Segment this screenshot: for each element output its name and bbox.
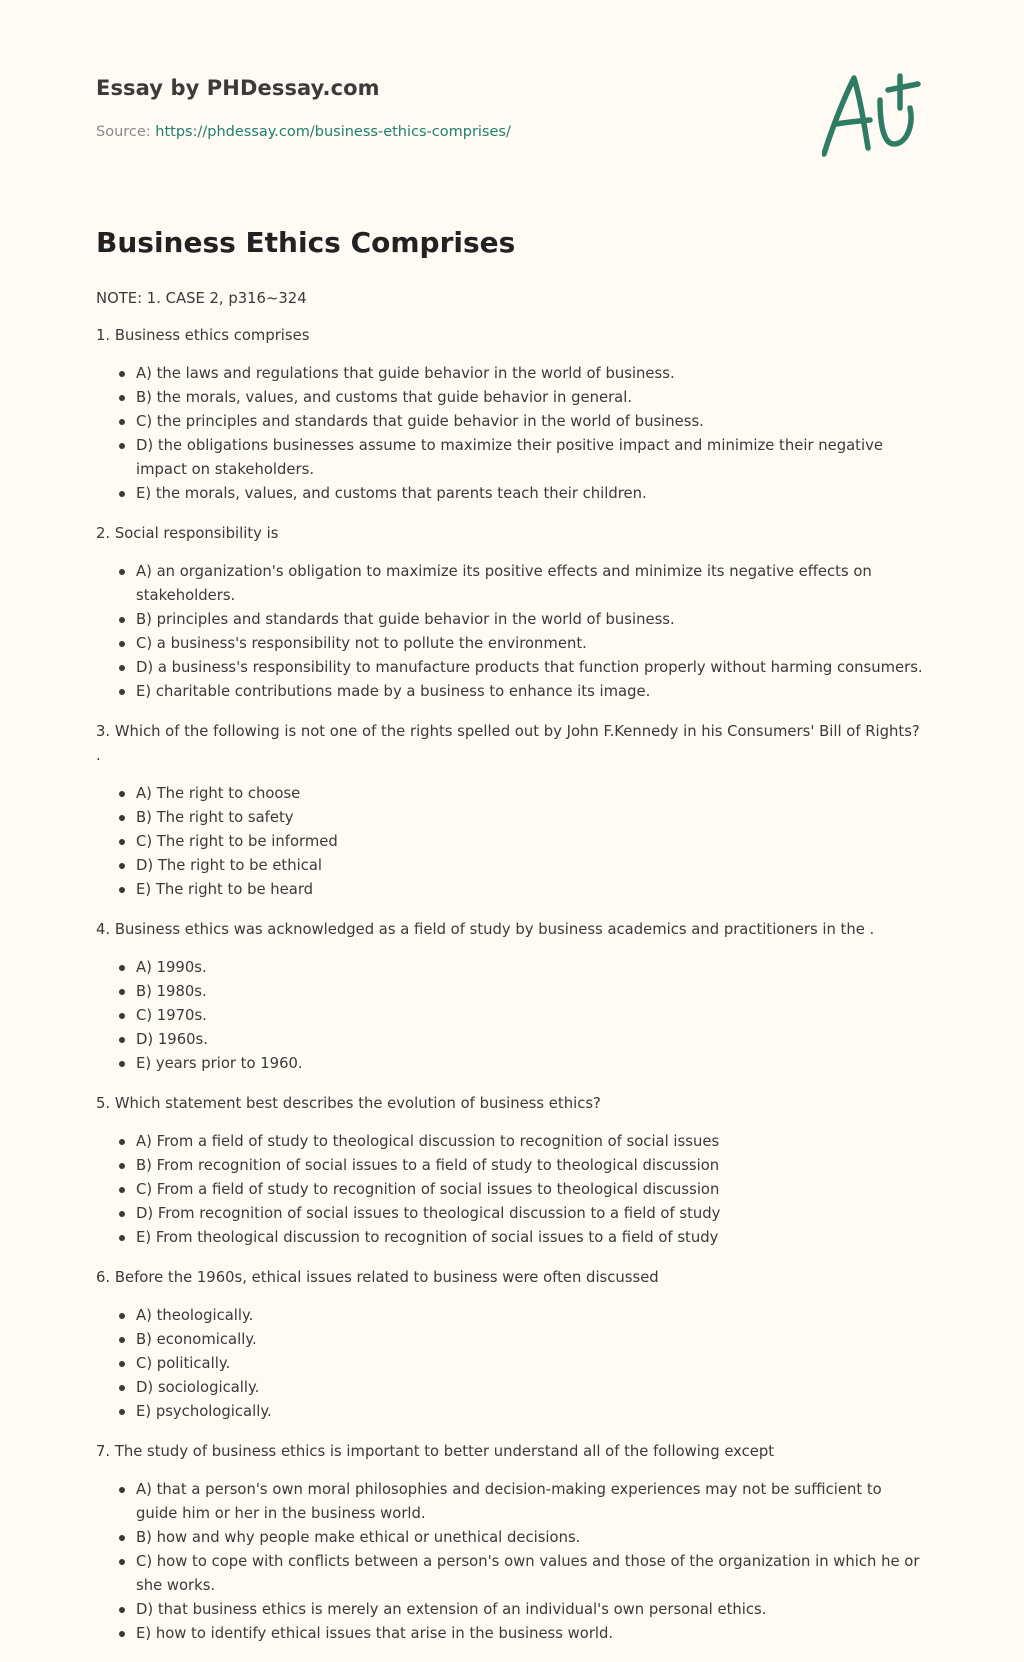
answer-options-list xyxy=(96,1304,926,1424)
question-text: 3. Which of the following is not one of the rights spelled out by John F.Kennedy in his Consumers' Bill of Rights? . xyxy=(96,723,920,764)
answer-option-text: C) 1970s. xyxy=(136,1007,207,1024)
a-plus-logo-icon xyxy=(822,68,930,168)
bullet-icon xyxy=(119,641,125,647)
answer-option-text: D) The right to be ethical xyxy=(136,857,323,874)
answer-option-text: A) The right to choose xyxy=(136,785,301,802)
answer-option xyxy=(136,1376,926,1400)
answer-option xyxy=(136,878,926,902)
answer-option-text: C) a business's responsibility not to pollute the environment. xyxy=(136,635,587,652)
bullet-icon xyxy=(119,371,125,377)
answer-option-text: D) that business ethics is merely an extension of an individual's own personal ethics. xyxy=(136,1601,767,1618)
answer-option-text: C) the principles and standards that guide behavior in the world of business. xyxy=(136,413,704,430)
answer-option xyxy=(136,410,926,434)
answer-option-text: B) From recognition of social issues to a field of study to theological discussion xyxy=(136,1157,720,1174)
answer-option-text: B) the morals, values, and customs that guide behavior in general. xyxy=(136,389,633,406)
bullet-icon xyxy=(119,1535,125,1541)
answer-option xyxy=(136,1178,926,1202)
bullet-icon xyxy=(119,1037,125,1043)
answer-options-list xyxy=(96,1478,926,1646)
answer-option xyxy=(136,782,926,806)
answer-option xyxy=(136,1004,926,1028)
answer-option-text: D) a business's responsibility to manufacture products that function properly without harming consumers. xyxy=(136,659,923,676)
source-link[interactable]: https://phdessay.com/business-ethics-comprises/ xyxy=(155,124,511,140)
bullet-icon xyxy=(119,1409,125,1415)
bullet-icon xyxy=(119,839,125,845)
site-brand: Essay by PHDessay.com xyxy=(96,76,380,100)
answer-option xyxy=(136,1352,926,1376)
answer-option-text: E) years prior to 1960. xyxy=(136,1055,303,1072)
bullet-icon xyxy=(119,887,125,893)
answer-option-text: A) that a person's own moral philosophies and decision-making experiences may not be sufficient to guide him or her in the business world. xyxy=(136,1481,882,1522)
bullet-icon xyxy=(119,1559,125,1565)
bullet-icon xyxy=(119,989,125,995)
bullet-icon xyxy=(119,1337,125,1343)
answer-option-text: A) an organization's obligation to maximize its positive effects and minimize its negative effects on stakeholders. xyxy=(136,563,872,604)
answer-option xyxy=(136,1400,926,1424)
answer-option-text: B) how and why people make ethical or unethical decisions. xyxy=(136,1529,581,1546)
answer-option-text: E) how to identify ethical issues that arise in the business world. xyxy=(136,1625,614,1642)
answer-option xyxy=(136,632,926,656)
bullet-icon xyxy=(119,569,125,575)
answer-option xyxy=(136,956,926,980)
answer-option-text: E) From theological discussion to recognition of social issues to a field of study xyxy=(136,1229,719,1246)
bullet-icon xyxy=(119,1385,125,1391)
answer-option xyxy=(136,1598,926,1622)
question-text: 2. Social responsibility is xyxy=(96,525,279,542)
answer-option-text: B) economically. xyxy=(136,1331,257,1348)
answer-option xyxy=(136,362,926,386)
bullet-icon xyxy=(119,617,125,623)
answer-option xyxy=(136,608,926,632)
bullet-icon xyxy=(119,491,125,497)
answer-option-text: C) From a field of study to recognition of social issues to theological discussion xyxy=(136,1181,720,1198)
bullet-icon xyxy=(119,689,125,695)
bullet-icon xyxy=(119,1313,125,1319)
bullet-icon xyxy=(119,1163,125,1169)
bullet-icon xyxy=(119,1235,125,1241)
question-text: 6. Before the 1960s, ethical issues related to business were often discussed xyxy=(96,1269,659,1286)
answer-option xyxy=(136,1130,926,1154)
answer-option xyxy=(136,1154,926,1178)
bullet-icon xyxy=(119,395,125,401)
essay-title: Business Ethics Comprises xyxy=(96,226,516,259)
question-text: 4. Business ethics was acknowledged as a field of study by business academics and practitioners in the . xyxy=(96,921,875,938)
answer-option xyxy=(136,1550,926,1598)
answer-option-text: B) The right to safety xyxy=(136,809,294,826)
answer-option xyxy=(136,830,926,854)
answer-option xyxy=(136,1622,926,1646)
bullet-icon xyxy=(119,1361,125,1367)
answer-option xyxy=(136,560,926,608)
essay-content xyxy=(96,287,926,1662)
bullet-icon xyxy=(119,1013,125,1019)
answer-option-text: E) charitable contributions made by a business to enhance its image. xyxy=(136,683,651,700)
answer-option xyxy=(136,482,926,506)
answer-option xyxy=(136,1328,926,1352)
answer-option-text: B) 1980s. xyxy=(136,983,207,1000)
answer-option xyxy=(136,1478,926,1526)
bullet-icon xyxy=(119,1607,125,1613)
answer-option-text: D) the obligations businesses assume to maximize their positive impact and minimize their negative impact on stakeholders. xyxy=(136,437,883,478)
answer-option xyxy=(136,1526,926,1550)
bullet-icon xyxy=(119,815,125,821)
question-text: 1. Business ethics comprises xyxy=(96,327,310,344)
bullet-icon xyxy=(119,965,125,971)
answer-options-list xyxy=(96,1130,926,1250)
bullet-icon xyxy=(119,1211,125,1217)
answer-option xyxy=(136,806,926,830)
answer-options-list xyxy=(96,956,926,1076)
answer-option xyxy=(136,1028,926,1052)
answer-option xyxy=(136,680,926,704)
answer-option xyxy=(136,656,926,680)
answer-option-text: D) From recognition of social issues to theological discussion to a field of study xyxy=(136,1205,721,1222)
bullet-icon xyxy=(119,1487,125,1493)
bullet-icon xyxy=(119,665,125,671)
answer-options-list xyxy=(96,782,926,902)
note-text: NOTE: 1. CASE 2, p316~324 xyxy=(96,290,307,307)
bullet-icon xyxy=(119,1139,125,1145)
answer-option-text: D) sociologically. xyxy=(136,1379,260,1396)
answer-option xyxy=(136,386,926,410)
answer-option-text: A) theologically. xyxy=(136,1307,254,1324)
answer-option-text: B) principles and standards that guide behavior in the world of business. xyxy=(136,611,675,628)
answer-option-text: E) the morals, values, and customs that parents teach their children. xyxy=(136,485,647,502)
source-label: Source: xyxy=(96,124,151,140)
answer-options-list xyxy=(96,560,926,704)
answer-option-text: C) how to cope with conflicts between a person's own values and those of the organization in which he or she works. xyxy=(136,1553,920,1594)
answer-option-text: D) 1960s. xyxy=(136,1031,208,1048)
question-text: 7. The study of business ethics is important to better understand all of the following except xyxy=(96,1443,775,1460)
answer-option xyxy=(136,1304,926,1328)
bullet-icon xyxy=(119,443,125,449)
source-line xyxy=(96,124,511,140)
answer-option xyxy=(136,434,926,482)
answer-option xyxy=(136,1052,926,1076)
answer-option-text: A) 1990s. xyxy=(136,959,207,976)
answer-option xyxy=(136,1202,926,1226)
bullet-icon xyxy=(119,1631,125,1637)
answer-option xyxy=(136,1226,926,1250)
answer-option-text: C) The right to be informed xyxy=(136,833,338,850)
bullet-icon xyxy=(119,791,125,797)
question-text: 5. Which statement best describes the evolution of business ethics? xyxy=(96,1095,601,1112)
answer-option xyxy=(136,854,926,878)
answer-option xyxy=(136,980,926,1004)
bullet-icon xyxy=(119,1187,125,1193)
answer-option-text: C) politically. xyxy=(136,1355,231,1372)
answer-options-list xyxy=(96,362,926,506)
answer-option-text: E) psychologically. xyxy=(136,1403,272,1420)
answer-option-text: A) From a field of study to theological discussion to recognition of social issues xyxy=(136,1133,720,1150)
bullet-icon xyxy=(119,419,125,425)
bullet-icon xyxy=(119,1061,125,1067)
answer-option-text: A) the laws and regulations that guide behavior in the world of business. xyxy=(136,365,675,382)
bullet-icon xyxy=(119,863,125,869)
answer-option-text: E) The right to be heard xyxy=(136,881,314,898)
